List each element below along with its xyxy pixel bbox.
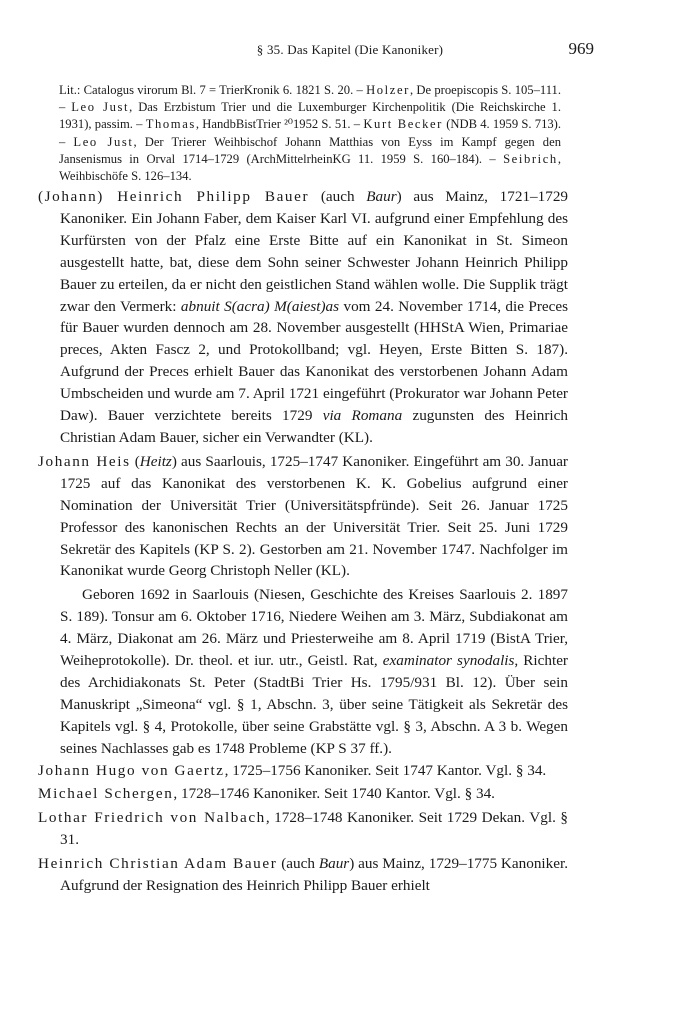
author-name: Thomas: [145, 117, 196, 132]
entry-johann-heis: [38, 451, 568, 582]
canon-entries: [38, 186, 568, 899]
author-name: Leo Just: [71, 100, 130, 115]
lit-text: , Weihbischöfe S. 126–134.: [59, 151, 561, 184]
person-name: Lothar Friedrich von Nalbach: [38, 809, 266, 827]
entry-italic: Heitz: [139, 452, 172, 470]
author-name: Seibrich: [503, 151, 558, 166]
lit-text: , De proepiscopis S. 105–111. –: [59, 83, 562, 115]
entry-text: (auch: [309, 188, 367, 205]
entry-text: , 1725–1756 Kanoniker. Seit 1747 Kantor. Vgl. § 34.: [224, 761, 547, 779]
entry-italic: Baur: [318, 855, 350, 873]
entry-heinrich-christian-adam-bauer: [38, 853, 568, 897]
entry-text: vom 24. November 1714, die Preces für Bauer wurden dennoch am 28. November ausgestellt (HHStA Wien, Primariae preces, Akten Fascz 2, und Protokollband; vgl. Heyen, Erste Bitten S. 187). Aufgrund der Preces erhielt Bauer das Kanonikat des verstorbenen Johann Adam Umbscheiden und wurde am 7. April 1721 eingeführt (Prokurator war Johann Peter Daw). Bauer verzichtete bereits 1729: [60, 297, 569, 425]
entry-italic: examinator synodalis: [382, 652, 515, 670]
entry-text: (: [130, 452, 140, 470]
entry-text: , Richter des Archidiakonats St. Peter (StadtBi Trier Hs. 1795/931 Bl. 12). Über sein Manuskript „Simeona“ vgl. § 1, Abschn. 3, über seine Tätigkeit als Sekretär des Kapitels vgl. § 4, Protokolle, über seine Grabstätte vgl. § 3, Abschn. A 3 b. Wegen seines Nachlasses gab es 1748 Probleme (KP S 37 ff.).: [60, 652, 568, 757]
entry-italic: abnuit S(acra) M(aiest)as: [180, 297, 340, 315]
person-name: Michael Schergen: [38, 785, 174, 803]
entry-johann-hugo-von-gaertz: [38, 760, 568, 782]
section-title: § 35. Das Kapitel (Die Kanoniker): [256, 42, 444, 57]
running-header: [0, 39, 700, 64]
entry-text: zugunsten des Heinrich Christian Adam Bauer, sicher ein Verwandter (KL).: [60, 407, 568, 446]
literature-note: [59, 82, 561, 185]
entry-italic: via Romana: [322, 407, 403, 425]
entry-text: (auch: [277, 855, 319, 873]
entry-text: ) aus Saarlouis, 1725–1747 Kanoniker. Eingeführt am 30. Januar 1725 auf das Kanonikat des verstorbenen K. K. Gobelius aufgrund einer Nomination der Universität Trier (Universitätspfründe). Seit 26. Januar 1725 Professor des kanonischen Rechts an der Universität Trier. Seit 25. Juni 1729 Sekretär des Kapitels (KP S. 2). Gestorben am 21. November 1747. Nachfolger im Kanonikat wurde Georg Christoph Neller (KL).: [60, 452, 568, 580]
author-name: Leo Just: [73, 134, 134, 149]
entry-johann-heis-biography: [38, 584, 568, 759]
page-number: 969: [568, 39, 594, 58]
entry-text: ) aus Mainz, 1729–1775 Kanoniker. Aufgrund der Resignation des Heinrich Philipp Bauer erhielt: [60, 855, 568, 895]
lit-text: , HandbBistTrier ²⁰1952 S. 51. –: [195, 117, 364, 132]
entry-lothar-friedrich-von-nalbach: [38, 807, 568, 851]
entry-text: , 1728–1748 Kanoniker. Seit 1729 Dekan. Vgl. § 31.: [60, 809, 568, 849]
person-name: Johann Heis: [38, 452, 131, 470]
entry-text: , 1728–1746 Kanoniker. Seit 1740 Kantor. Vgl. § 34.: [173, 785, 495, 803]
person-name: Johann Hugo von Gaertz: [38, 761, 225, 779]
entry-heinrich-philipp-bauer: [38, 186, 568, 449]
author-name: Holzer: [366, 83, 410, 97]
entry-michael-schergen: [38, 783, 568, 805]
entry-text: ) aus Mainz, 1721–1729 Kanoniker. Ein Johann Faber, dem Kaiser Karl VI. aufgrund einer Empfehlung des Kurfürsten von der Pfalz eine Erste Bitte auf ein Kanonikat in St. Simeon ausgestellt hatte, bat, diese dem Sohn seiner Schwester Johann Heinrich Philipp Bauer zu erteilen, da er nicht den geistlichen Stand wählen wolle. Die Supplik trägt zwar den Vermerk:: [60, 188, 569, 315]
entry-text: Geboren 1692 in Saarlouis (Niesen, Geschichte des Kreises Saarlouis 2. 1897 S. 189). Tonsur am 6. Oktober 1716, Niedere Weihen am 3. März, Subdiakonat am 4. März, Diakonat am 26. März und Priesterweihe am 8. April 1719 (BistA Trier, Weiheprotokolle). Dr. theol. et iur. utr., Geistl. Rat,: [60, 586, 568, 670]
person-name: (Johann) Heinrich Philipp Bauer: [38, 188, 310, 205]
author-name: Kurt Becker: [363, 117, 443, 132]
lit-text: (NDB 4. 1959 S. 713). –: [59, 117, 562, 149]
entry-italic: Baur: [366, 188, 397, 205]
person-name: Heinrich Christian Adam Bauer: [38, 855, 278, 873]
lit-text: , Der Trierer Weihbischof Johann Matthias von Eyss im Kampf gegen den Jansenismus in Orval 1714–1729 (ArchMittelrheinKG 11. 1959 S. 160–184). –: [59, 134, 561, 166]
lit-text: , Das Erzbistum Trier und die Luxemburger Kirchenpolitik (Die Reichskirche 1. 1931), passim. –: [59, 100, 561, 132]
lit-text: Lit.: Catalogus virorum Bl. 7 = TrierKronik 6. 1821 S. 20. –: [59, 83, 367, 97]
